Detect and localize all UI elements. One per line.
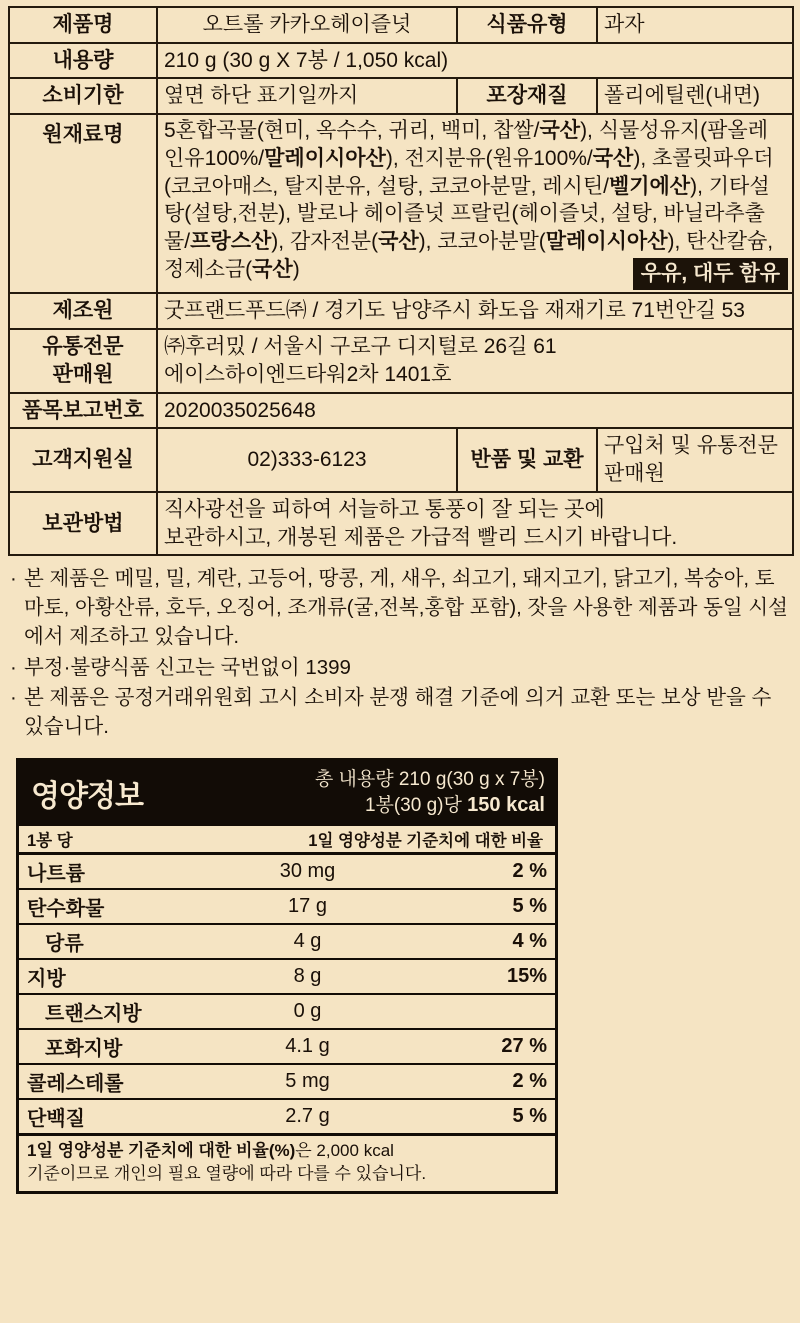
ingredients-value: 5혼합곡물(현미, 옥수수, 귀리, 백미, 찹쌀/국산), 식물성유지(팜올레인유100%/말레이시아산), 전지분유(원유100%/국산), 초콜릿파우더(코코아매스, 탈지분유, 설탕, 코코아분말, 레시틴/벨기에산), 기타설탕(설탕,전분), 발로나 헤이즐넛 프랄린(헤이즐넛, 설탕, 바닐라추출물/프랑스산), 감자전분(국산), 코코아분말(말레이시아산), 탄산칼슘, 정제소금(국산) 우유, 대두 함유 bbox=[157, 114, 793, 293]
table-row bbox=[19, 1029, 555, 1064]
nutrient-percent: 27 % bbox=[390, 1029, 555, 1064]
table-row bbox=[9, 114, 793, 293]
nutrient-name: 콜레스테롤 bbox=[19, 1064, 225, 1099]
nutrient-amount: 4 g bbox=[225, 924, 390, 959]
nutrient-name: 탄수화물 bbox=[19, 889, 225, 924]
nutrient-percent: 4 % bbox=[390, 924, 555, 959]
per-serving-line bbox=[153, 792, 545, 818]
nutrient-percent: 5 % bbox=[390, 1099, 555, 1135]
food-type-label: 식품유형 bbox=[457, 7, 597, 43]
nutrient-amount: 4.1 g bbox=[225, 1029, 390, 1064]
table-row bbox=[9, 393, 793, 429]
nutrition-title: 영양정보 bbox=[31, 779, 143, 813]
nutrient-percent: 5 % bbox=[390, 889, 555, 924]
notes-block bbox=[8, 556, 792, 748]
return-exchange-label: 반품 및 교환 bbox=[457, 428, 597, 491]
nutrition-header bbox=[19, 761, 555, 826]
report-number-label: 품목보고번호 bbox=[9, 393, 157, 429]
storage-line1: 직사광선을 피하여 서늘하고 통풍이 잘 되는 곳에 bbox=[164, 497, 605, 521]
bullet-icon: · bbox=[10, 655, 17, 679]
column-header-percent: 1일 영양성분 기준치에 대한 비율 bbox=[225, 826, 555, 854]
product-name-label: 제품명 bbox=[9, 7, 157, 43]
table-row bbox=[9, 43, 793, 79]
manufacturer-value: 굿프랜드푸드㈜ / 경기도 남양주시 화도읍 재재기로 71번안길 53 bbox=[157, 293, 793, 329]
storage-value bbox=[157, 492, 793, 555]
manufacturer-label: 제조원 bbox=[9, 293, 157, 329]
nutrient-name: 지방 bbox=[19, 959, 225, 994]
allergy-badge: 우유, 대두 함유 bbox=[633, 258, 788, 291]
note-text: 본 제품은 메밀, 밀, 계란, 고등어, 땅콩, 게, 새우, 쇠고기, 돼지고기, 닭고기, 복숭아, 토마토, 아황산류, 호두, 오징어, 조개류(굴,전복,홍합 포함), 잣을 사용한 제품과 동일 시설에서 제조하고 있습니다. bbox=[24, 567, 788, 649]
customer-support-value: 02)333-6123 bbox=[157, 428, 457, 491]
nutrient-amount: 0 g bbox=[225, 994, 390, 1029]
distributor-address-line1: ㈜후러밌 / 서울시 구로구 디지털로 26길 61 bbox=[164, 335, 557, 359]
report-number-value: 2020035025648 bbox=[157, 393, 793, 429]
column-header-serving: 1봉 당 bbox=[19, 826, 225, 854]
table-row bbox=[19, 994, 555, 1029]
table-row bbox=[19, 889, 555, 924]
list-item bbox=[10, 564, 788, 651]
table-row bbox=[9, 428, 793, 491]
nutrient-amount: 30 mg bbox=[225, 854, 390, 890]
nutrient-name: 당류 bbox=[19, 924, 225, 959]
packaging-value: 폴리에틸렌(내면) bbox=[597, 78, 793, 114]
footnote-rest: 은 2,000 kcal bbox=[295, 1141, 394, 1161]
list-item bbox=[10, 683, 788, 741]
food-type-value: 과자 bbox=[597, 7, 793, 43]
total-amount-line: 총 내용량 210 g(30 g x 7봉) bbox=[314, 768, 545, 790]
table-row bbox=[19, 1064, 555, 1099]
nutrient-percent: 2 % bbox=[390, 854, 555, 890]
distributor-label-line1: 유통전문 bbox=[42, 335, 124, 359]
net-weight-label: 내용량 bbox=[9, 43, 157, 79]
distributor-label bbox=[9, 329, 157, 392]
distributor-label-line2: 판매원 bbox=[52, 362, 114, 386]
per-serving-kcal: 150 kcal bbox=[467, 793, 545, 816]
customer-support-label: 고객지원실 bbox=[9, 428, 157, 491]
note-text: 본 제품은 공정거래위원회 고시 소비자 분쟁 해결 기준에 의거 교환 또는 보상 받을 수 있습니다. bbox=[24, 685, 772, 738]
nutrient-name: 포화지방 bbox=[19, 1029, 225, 1064]
packaging-label: 포장재질 bbox=[457, 78, 597, 114]
nutrient-amount: 5 mg bbox=[225, 1064, 390, 1099]
per-serving-prefix: 1봉(30 g)당 bbox=[364, 794, 468, 816]
nutrition-facts-panel bbox=[16, 758, 558, 1194]
table-row bbox=[9, 7, 793, 43]
table-row bbox=[9, 293, 793, 329]
ingredients-label: 원재료명 bbox=[9, 114, 157, 293]
table-row bbox=[19, 924, 555, 959]
storage-label: 보관방법 bbox=[9, 492, 157, 555]
nutrition-footnote bbox=[19, 1136, 555, 1191]
nutrition-serving-info bbox=[143, 767, 545, 818]
table-row bbox=[19, 959, 555, 994]
table-row bbox=[9, 492, 793, 555]
expiry-value: 옆면 하단 표기일까지 bbox=[157, 78, 457, 114]
expiry-label: 소비기한 bbox=[9, 78, 157, 114]
footnote-bold: 1일 영양성분 기준치에 대한 비율(%) bbox=[27, 1141, 296, 1161]
nutrition-table bbox=[19, 826, 555, 1136]
storage-line2: 보관하시고, 개봉된 제품은 가급적 빨리 드시기 바랍니다. bbox=[164, 525, 678, 549]
nutrient-name: 단백질 bbox=[19, 1099, 225, 1135]
table-row bbox=[19, 1099, 555, 1135]
nutrient-percent bbox=[390, 994, 555, 1029]
product-name-value: 오트롤 카카오헤이즐넛 bbox=[157, 7, 457, 43]
footnote-line2: 기준이므로 개인의 필요 열량에 따라 다를 수 있습니다. bbox=[27, 1164, 427, 1184]
note-text: 부정·불량식품 신고는 국번없이 1399 bbox=[24, 655, 351, 679]
nutrient-amount: 17 g bbox=[225, 889, 390, 924]
distributor-value bbox=[157, 329, 793, 392]
product-info-table bbox=[8, 6, 794, 556]
table-row bbox=[9, 329, 793, 392]
net-weight-value: 210 g (30 g X 7봉 / 1,050 kcal) bbox=[157, 43, 793, 79]
table-row bbox=[19, 854, 555, 890]
bullet-icon: · bbox=[10, 685, 17, 709]
list-item bbox=[10, 653, 788, 682]
nutrient-name: 트랜스지방 bbox=[19, 994, 225, 1029]
nutrient-amount: 2.7 g bbox=[225, 1099, 390, 1135]
nutrient-percent: 15% bbox=[390, 959, 555, 994]
bullet-icon: · bbox=[10, 567, 17, 591]
table-row bbox=[19, 826, 555, 854]
table-row bbox=[9, 78, 793, 114]
nutrient-amount: 8 g bbox=[225, 959, 390, 994]
nutrient-name: 나트륨 bbox=[19, 854, 225, 890]
return-exchange-value: 구입처 및 유통전문판매원 bbox=[597, 428, 793, 491]
distributor-address-line2: 에이스하이엔드타워2차 1401호 bbox=[164, 362, 452, 386]
nutrient-percent: 2 % bbox=[390, 1064, 555, 1099]
